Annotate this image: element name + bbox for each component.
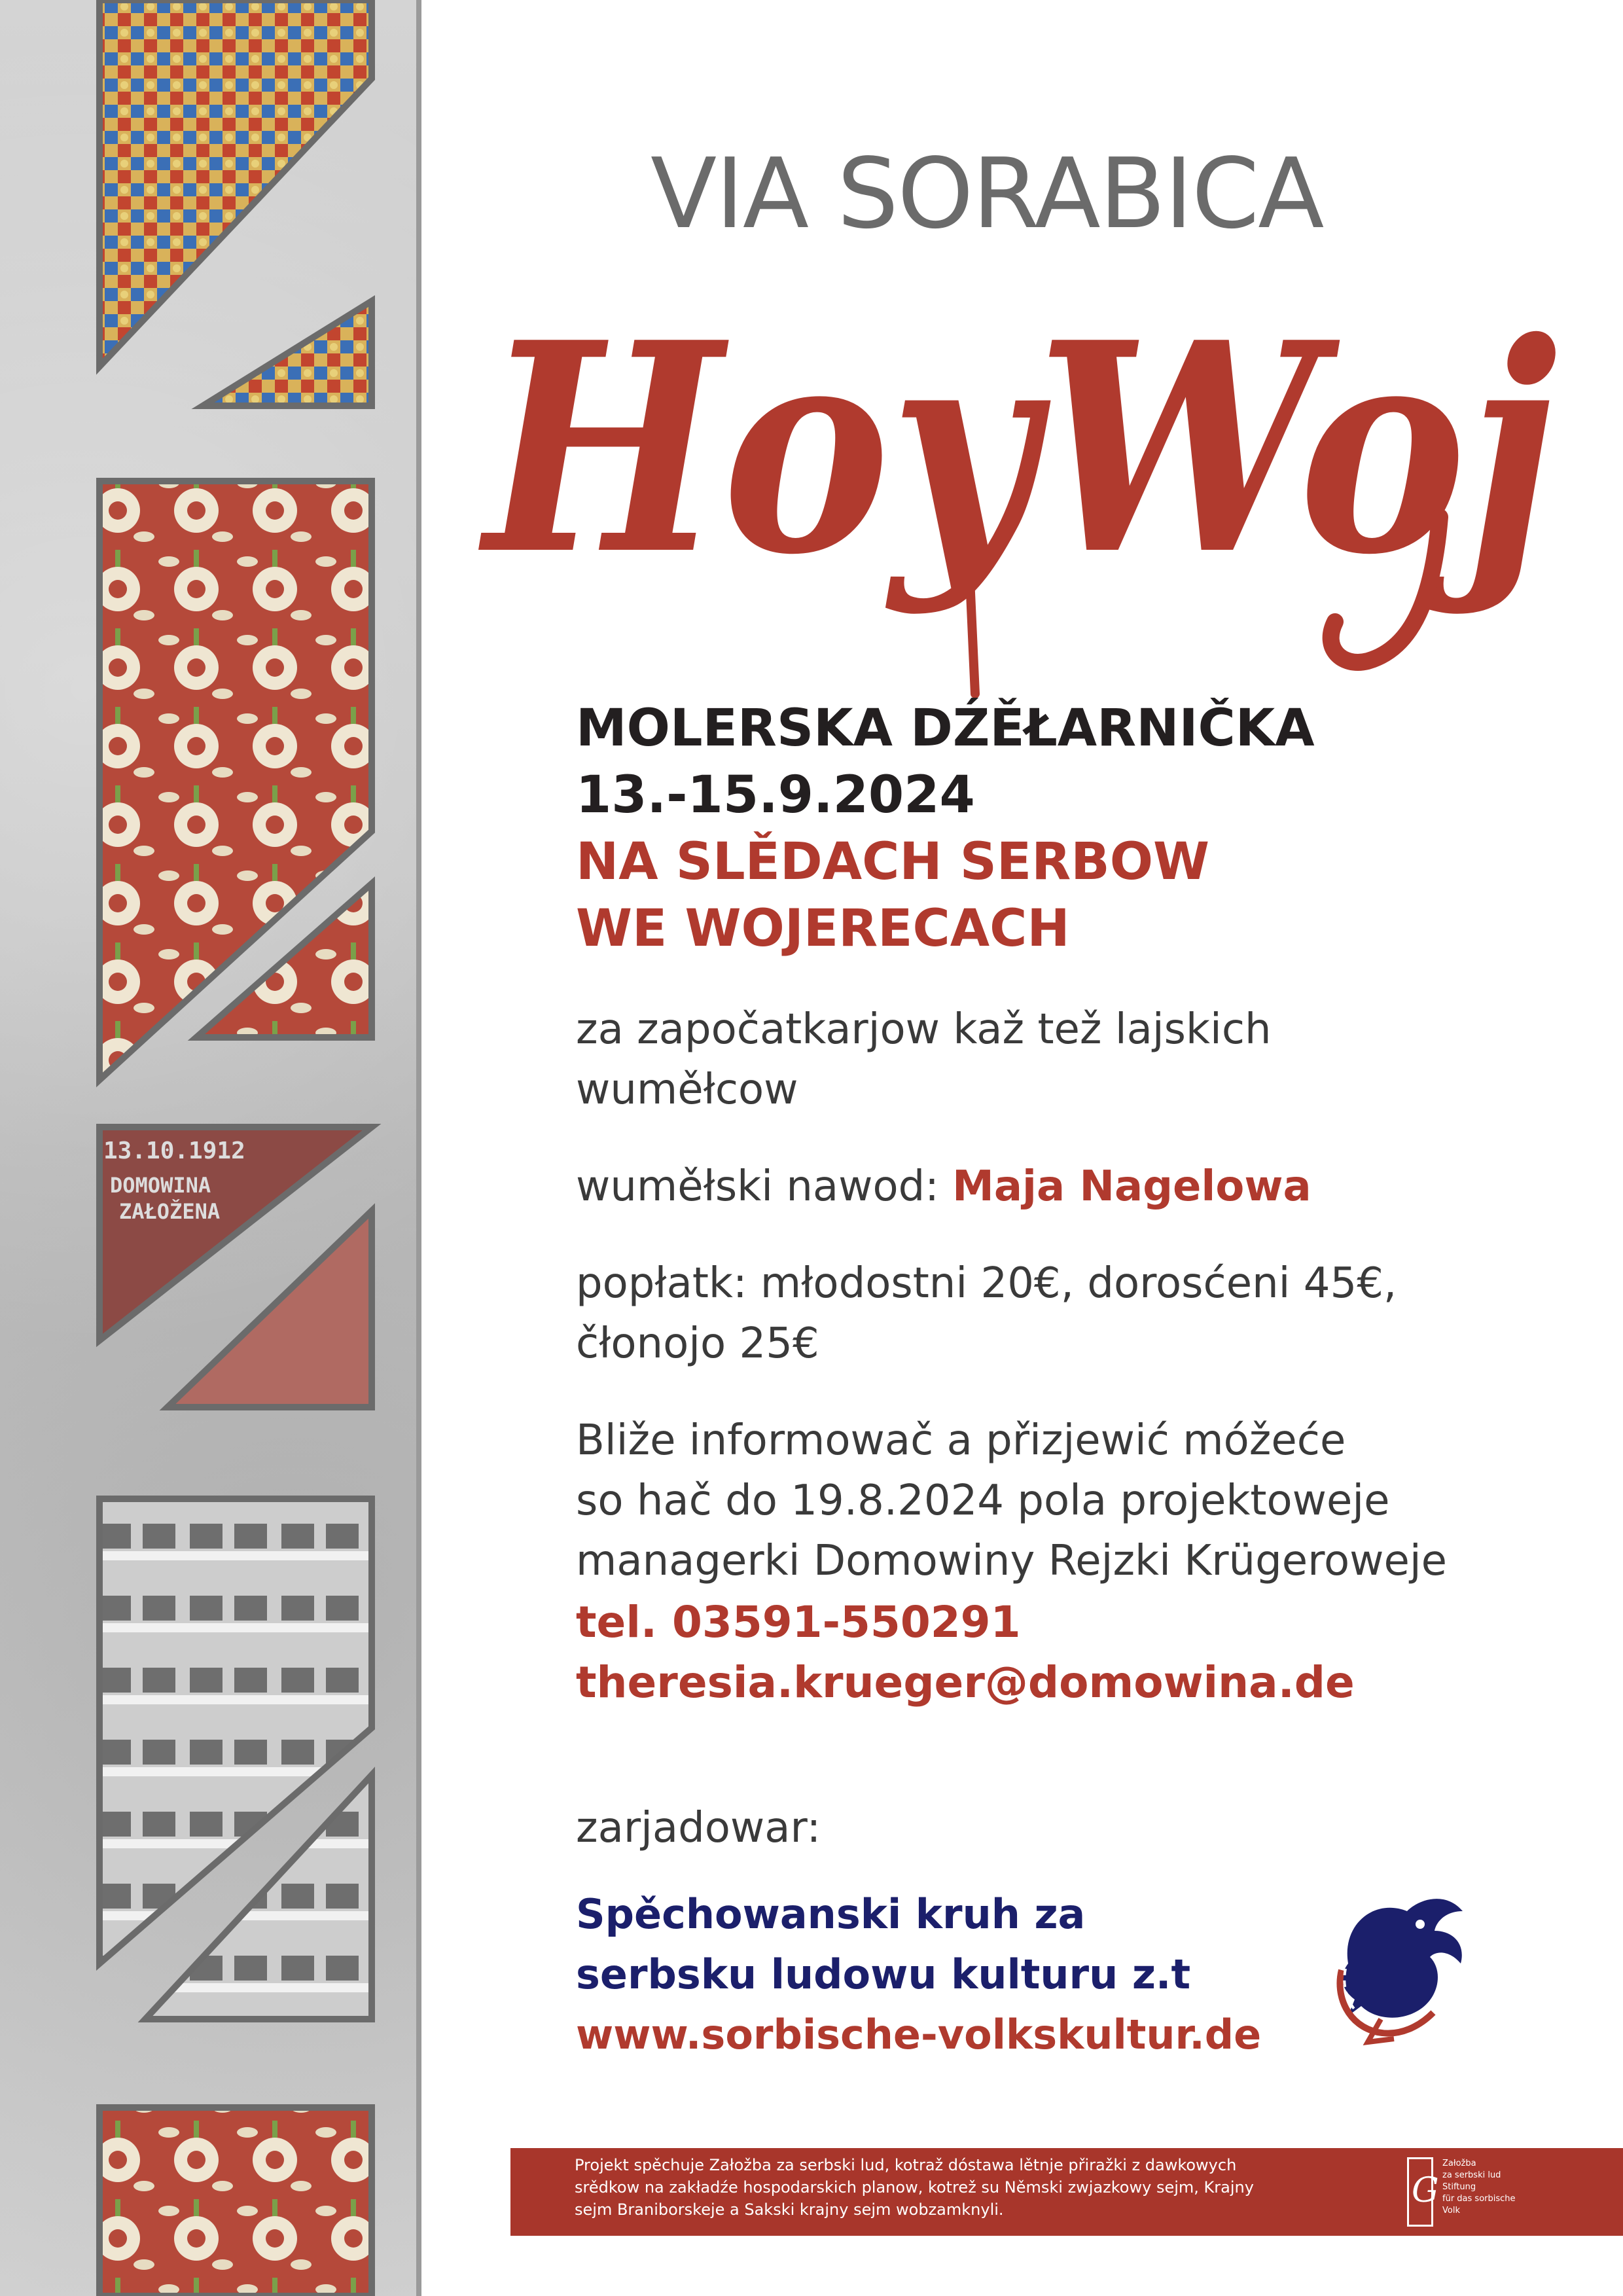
footer-line3: sejm Braniborskeje a Sakski krajny sejm wobzamknyli.: [575, 2200, 1004, 2219]
contact-phone[interactable]: tel. 03591-550291: [576, 1597, 1021, 1647]
contact-email[interactable]: theresia.krueger@domowina.de: [576, 1657, 1355, 1708]
fee-line2: čłonojo 25€: [576, 1319, 819, 1368]
event-subtitle-line1: NA SLĚDACH SERBOW: [576, 833, 1210, 891]
info-line2: so hač do 19.8.2024 pola projektoweje: [576, 1477, 1390, 1525]
strip-divider: [416, 0, 421, 2296]
plaque-text-line2: DOMOWINA: [110, 1173, 211, 1198]
sponsor-footer: [510, 2148, 1623, 2236]
decorative-mosaic-panels: [0, 0, 419, 2296]
footer-line1: Projekt spěchuje Załožba za serbski lud, kotraž dóstawa lětnje přiražki z dawkowych: [575, 2156, 1237, 2174]
bird-icon: [1322, 1885, 1472, 2049]
audience-line1: za započatkarjow kaž tež lajskich: [576, 1005, 1272, 1054]
logo-brush-drip: [969, 550, 975, 694]
foundation-text-2: za serbski lud: [1442, 2170, 1501, 2180]
plaque-text-line3: ZAŁOŽENA: [119, 1199, 221, 1224]
series-title: VIA SORABICA: [651, 137, 1323, 250]
organizer-name-line1: Spěchowanski kruh za: [576, 1890, 1086, 1938]
foundation-text-3: Stiftung: [1442, 2182, 1476, 2192]
organizer-label: zarjadowar:: [576, 1804, 821, 1852]
info-line3: managerki Domowiny Rejzki Krügeroweje: [576, 1537, 1447, 1585]
organizer-website-link[interactable]: www.sorbische-volkskultur.de: [576, 2011, 1262, 2058]
embroidery-panel-bottom: [99, 2108, 372, 2296]
instructor-line: [576, 1162, 1311, 1211]
foundation-text-4: für das sorbische: [1442, 2194, 1516, 2204]
foundation-text-5: Volk: [1442, 2206, 1460, 2215]
instructor-label: wuměłski nawod:: [576, 1162, 953, 1211]
fee-line1: popłatk: młodostni 20€, dorosćeni 45€,: [576, 1259, 1397, 1308]
mosaic-panel: [99, 0, 372, 367]
instructor-name: Maja Nagelowa: [952, 1162, 1311, 1211]
footer-line2: srědkow na zakładźe hospodarskich planow, kotrež su Němski zwjazkowy sejm, Krajny: [575, 2178, 1254, 2197]
plaque-text-line1: 13.10.1912: [103, 1138, 245, 1164]
mosaic-panel-small: [203, 301, 372, 406]
foundation-text-1: Załožba: [1442, 2159, 1476, 2168]
audience-line2: wuměłcow: [576, 1066, 798, 1114]
organizer-name-line2: serbsku ludowu kulturu z.t: [576, 1950, 1191, 1998]
foundation-logo-icon: G: [1407, 2157, 1433, 2227]
event-dates: 13.-15.9.2024: [576, 766, 975, 825]
logo-wordmark: HoyWoj: [476, 279, 1558, 618]
event-subtitle-line2: WE WOJERECACH: [576, 899, 1070, 958]
event-name: MOLERSKA DŹĚŁARNIČKA: [576, 699, 1315, 758]
info-line1: Bliže informowač a přizjewić móžeće: [576, 1416, 1346, 1465]
hoywoj-logo: [471, 242, 1584, 713]
